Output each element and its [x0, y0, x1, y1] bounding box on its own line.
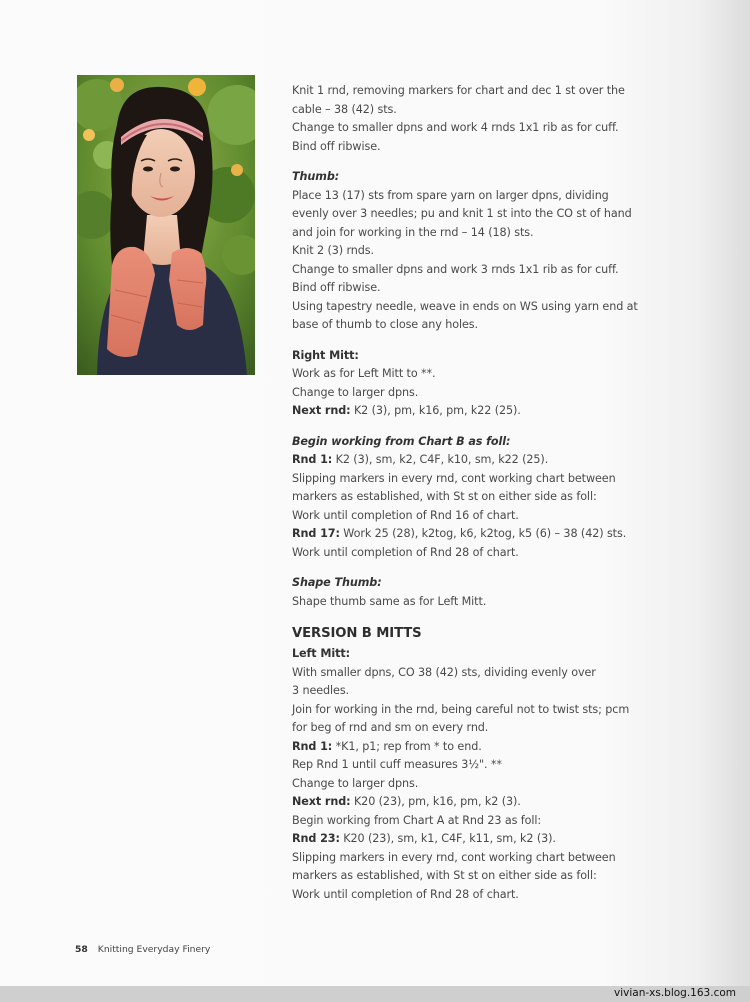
step-label: Rnd 1: [292, 739, 333, 753]
step-text: Work 25 (28), k2tog, k6, k2tog, k5 (6) – 38 (42) sts. [339, 527, 627, 540]
text-line: Bind off ribwise. [292, 139, 381, 153]
right-mitt-heading: Right Mitt: [292, 348, 359, 362]
text-line: Bind off ribwise. [292, 281, 381, 294]
text-line: Work until completion of Rnd 28 of chart. [292, 545, 519, 559]
step-text: K2 (3), pm, k16, pm, k22 (25). [350, 404, 521, 417]
text-line [292, 402, 652, 421]
text-line: Knit 2 (3) rnds. [292, 244, 374, 257]
text-line: Work until completion of Rnd 28 of chart. [292, 887, 519, 901]
text-line [292, 793, 652, 812]
step-text: K20 (23), pm, k16, pm, k2 (3). [350, 795, 521, 808]
text-line: Place 13 (17) sts from spare yarn on larger dpns, dividing [292, 188, 609, 202]
chart-b-heading: Begin working from Chart B as foll: [292, 434, 511, 448]
pattern-text [292, 82, 652, 904]
step-text: *K1, p1; rep from * to end. [332, 739, 482, 753]
text-line: cable – 38 (42) sts. [292, 102, 397, 116]
text-line: base of thumb to close any holes. [292, 318, 478, 331]
thumb-heading: Thumb: [292, 170, 340, 183]
left-mitt-heading: Left Mitt: [292, 647, 350, 660]
text-line: Join for working in the rnd, being careful not to twist sts; pcm [292, 702, 630, 716]
model-photo [77, 75, 255, 375]
step-text: K2 (3), sm, k2, C4F, k10, sm, k22 (25). [332, 453, 549, 466]
text-line: Shape thumb same as for Left Mitt. [292, 594, 487, 608]
page-number: 58 [75, 944, 88, 955]
step-label: Next rnd: [292, 404, 351, 417]
step-label: Rnd 23: [292, 832, 340, 845]
text-line: Change to larger dpns. [292, 385, 419, 399]
text-line: evenly over 3 needles; pu and knit 1 st into the CO st of hand [292, 207, 632, 220]
shape-thumb-heading: Shape Thumb: [292, 576, 382, 589]
text-line: Begin working from Chart A at Rnd 23 as foll: [292, 813, 542, 827]
step-label: Rnd 17: [292, 527, 340, 540]
photo-illustration [77, 75, 255, 375]
text-line: Rep Rnd 1 until cuff measures 3½". ** [292, 758, 502, 771]
text-line: 3 needles. [292, 684, 350, 697]
text-line: Slipping markers in every rnd, cont working chart between [292, 471, 616, 485]
text-line: Change to smaller dpns and work 4 rnds 1x1 rib as for cuff. [292, 121, 619, 134]
watermark-text: vivian-xs.blog.163.com [614, 987, 736, 999]
text-line [292, 830, 652, 849]
text-line: Slipping markers in every rnd, cont working chart between [292, 850, 616, 864]
text-line: and join for working in the rnd – 14 (18) sts. [292, 225, 534, 239]
text-line: markers as established, with St st on either side as foll: [292, 869, 597, 882]
step-label: Next rnd: [292, 795, 351, 808]
text-line [292, 451, 652, 470]
text-line: Change to smaller dpns and work 3 rnds 1x1 rib as for cuff. [292, 262, 619, 276]
text-line: Knit 1 rnd, removing markers for chart and dec 1 st over the [292, 84, 625, 97]
text-line: Work until completion of Rnd 16 of chart. [292, 508, 519, 522]
text-line [292, 738, 652, 757]
text-line: for beg of rnd and sm on every rnd. [292, 721, 489, 734]
step-label: Rnd 1: [292, 453, 333, 466]
text-line: Work as for Left Mitt to **. [292, 367, 436, 380]
version-b-title: VERSION B MITTS [292, 626, 422, 641]
step-text: K20 (23), sm, k1, C4F, k11, sm, k2 (3). [339, 832, 556, 845]
page-footer [75, 944, 210, 955]
text-line: markers as established, with St st on either side as foll: [292, 490, 597, 503]
book-title: Knitting Everyday Finery [97, 944, 211, 955]
text-line: Using tapestry needle, weave in ends on WS using yarn end at [292, 299, 638, 313]
text-line: With smaller dpns, CO 38 (42) sts, dividing evenly over [292, 665, 596, 679]
text-line [292, 525, 652, 544]
text-line: Change to larger dpns. [292, 776, 419, 790]
watermark-bar [0, 986, 750, 1002]
